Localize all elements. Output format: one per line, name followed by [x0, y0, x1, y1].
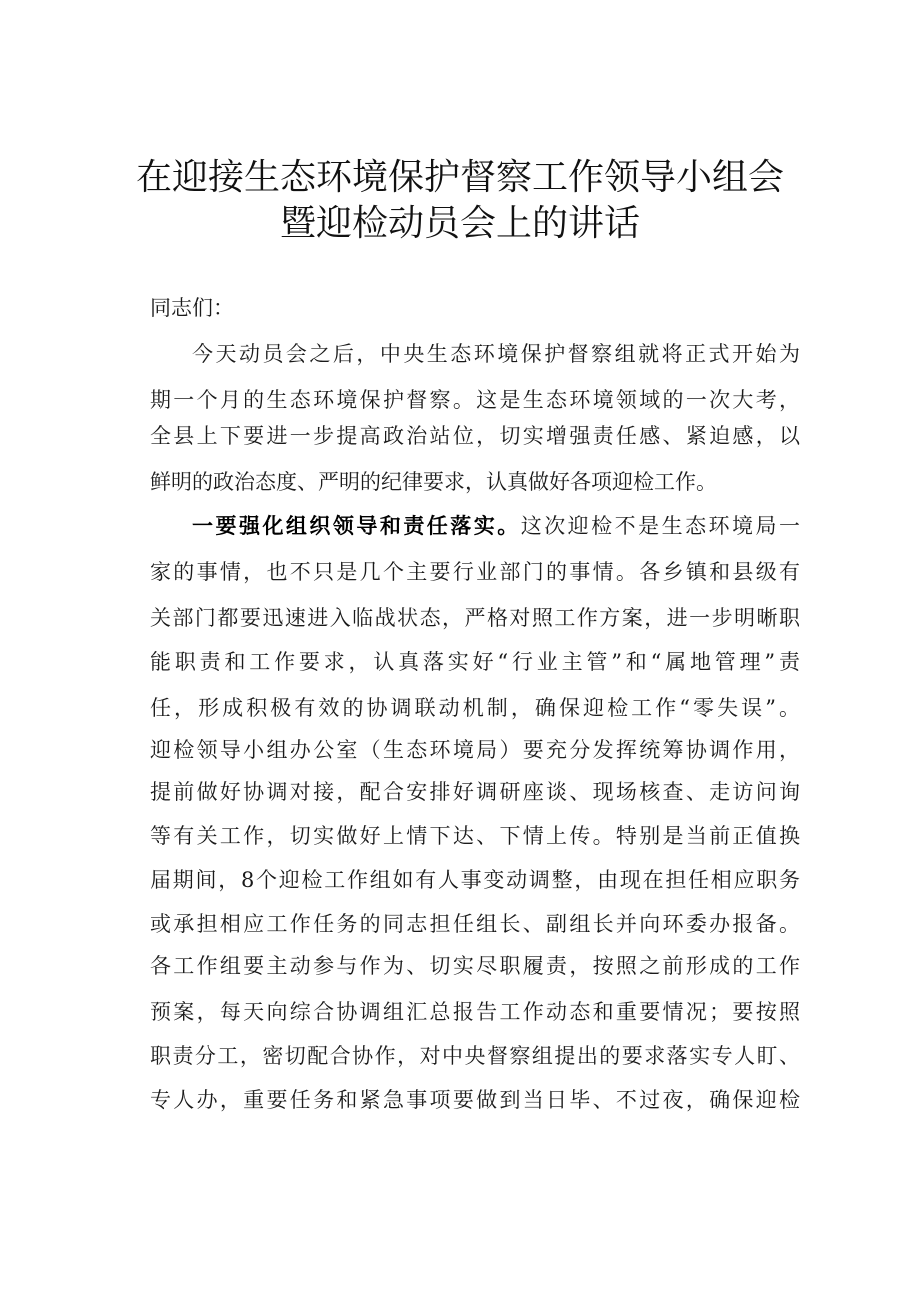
paragraph-2-line-13: 职责分工，密切配合协作，对中央督察组提出的要求落实专人盯、 — [150, 1044, 800, 1068]
paragraph-2-line-9: 届期间，8个迎检工作组如有人事变动调整，由现在担任相应职务 — [150, 868, 800, 892]
paragraph-2-line-4: 能职责和工作要求，认真落实好“行业主管”和“属地管理”责 — [150, 650, 800, 674]
paragraph-2-line-6: 迎检领导小组办公室（生态环境局）要充分发挥统筹协调作用， — [150, 738, 800, 762]
paragraph-2-line-1 — [192, 512, 800, 540]
paragraph-2-line-7: 提前做好协调对接，配合安排好调研座谈、现场核查、走访问询 — [150, 780, 800, 804]
paragraph-2-line-3: 关部门都要迅速进入临战状态，严格对照工作方案，进一步明晰职 — [150, 606, 800, 630]
paragraph-2-line-5: 任，形成积极有效的协调联动机制，确保迎检工作“零失误”。 — [150, 696, 800, 720]
paragraph-1-line-1: 今天动员会之后，中央生态环境保护督察组就将正式开始为 — [192, 342, 800, 366]
paragraph-2-line-14: 专人办，重要任务和紧急事项要做到当日毕、不过夜，确保迎检 — [150, 1088, 800, 1112]
paragraph-2-line-2: 家的事情，也不只是几个主要行业部门的事情。各乡镇和县级有 — [150, 560, 800, 584]
paragraph-2-line-12: 预案，每天向综合协调组汇总报告工作动态和重要情况；要按照 — [150, 1000, 800, 1024]
paragraph-2-line-8: 等有关工作，切实做好上情下达、下情上传。特别是当前正值换 — [150, 824, 800, 848]
document-title-line-2: 暨迎检动员会上的讲话 — [279, 203, 640, 244]
paragraph-2-line-10: 或承担相应工作任务的同志担任组长、副组长并向环委办报备。 — [150, 912, 800, 936]
paragraph-1-line-2: 期一个月的生态环境保护督察。这是生态环境领域的一次大考， — [150, 388, 800, 412]
paragraph-2-line-1-rest: 这次迎检不是生态环境局一 — [520, 514, 800, 538]
document-title-line-1: 在迎接生态环境保护督察工作领导小组会 — [135, 157, 784, 198]
paragraph-1-line-4: 鲜明的政治态度、严明的纪律要求，认真做好各项迎检工作。 — [150, 470, 717, 494]
section-heading: 一要强化组织领导和责任落实。 — [192, 513, 521, 538]
salutation: 同志们： — [150, 296, 234, 320]
paragraph-2-line-11: 各工作组要主动参与作为、切实尽职履责，按照之前形成的工作 — [150, 954, 800, 978]
paragraph-1-line-3: 全县上下要进一步提高政治站位，切实增强责任感、紧迫感，以 — [150, 424, 800, 448]
